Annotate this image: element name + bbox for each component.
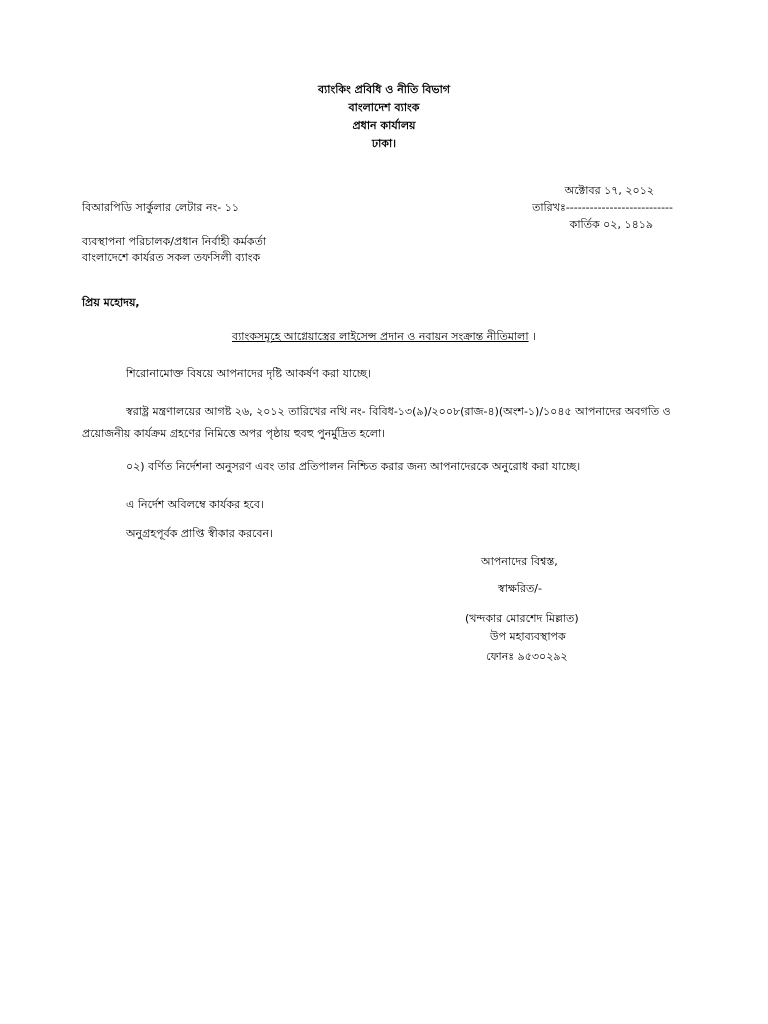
office-name: প্রধান কার্যালয়	[352, 119, 416, 132]
signature-closing: আপনাদের বিশ্বস্ত,	[481, 555, 558, 568]
signatory-designation: উপ মহাব্যবস্থাপক	[490, 630, 566, 643]
signature-signed: স্বাক্ষরিত/-	[498, 582, 542, 595]
recipient-line-1: ব্যবস্থাপনা পরিচালক/প্রধান নির্বাহী কর্মকর্তা	[82, 235, 267, 248]
body-paragraph-1: শিরোনামোক্ত বিষয়ে আপনাদের দৃষ্টি আকর্ষণ করা যাচ্ছে।	[126, 367, 371, 380]
subject-line	[0, 331, 768, 342]
date-gregorian: অক্টোবর ১৭, ২০১২	[564, 184, 654, 197]
date-bengali: কার্তিক ০২, ১৪১৯	[569, 218, 653, 231]
body-paragraph-5: অনুগ্রহপূর্বক প্রাপ্তি স্বীকার করবেন।	[126, 527, 274, 540]
signatory-phone: ফোনঃ ৯৫৩০২৯২	[486, 650, 568, 663]
salutation: প্রিয় মহোদয়,	[82, 296, 140, 309]
department-name: ব্যাংকিং প্রবিধি ও নীতি বিভাগ	[318, 83, 450, 96]
date-label: তারিখঃ---------------------------	[532, 201, 673, 214]
city-name: ঢাকা।	[371, 137, 397, 150]
subject-text: ব্যাংকসমূহে আগ্নেয়াস্ত্রের লাইসেন্স প্রদান ও নবায়ন সংক্রান্ত নীতিমালা	[232, 330, 529, 343]
recipient-line-2: বাংলাদেশে কার্যরত সকল তফসিলী ব্যাংক	[82, 251, 261, 264]
body-paragraph-4: এ নির্দেশ অবিলম্বে কার্যকর হবে।	[126, 498, 264, 511]
body-paragraph-3: ০২) বর্ণিত নির্দেশনা অনুসরণ এবং তার প্রতিপালন নিশ্চিত করার জন্য আপনাদেরকে অনুরোধ করা যাচ্ছে।	[126, 460, 581, 473]
signatory-name: (খন্দকার মোরশেদ মিল্লাত)	[465, 612, 579, 625]
body-paragraph-2: স্বরাষ্ট্র মন্ত্রণালয়ের আগষ্ট ২৬, ২০১২ তারিখের নথি নং- বিবিধ-১৩(৯)/২০০৮(রাজ-৪)(অংশ-১)/১০৪৫ আপনাদের অবগতি ও প্রয়োজনীয় কার্যক্রম গ্রহণের নিমিত্তে অপর পৃষ্ঠায় হুবহু পুনর্মুদ্রিত হলো।	[82, 405, 671, 440]
circular-number: বিআরপিডি সার্কুলার লেটার নং- ১১	[82, 201, 240, 214]
bank-name: বাংলাদেশ ব্যাংক	[348, 101, 420, 114]
subject-suffix: ।	[528, 330, 536, 343]
